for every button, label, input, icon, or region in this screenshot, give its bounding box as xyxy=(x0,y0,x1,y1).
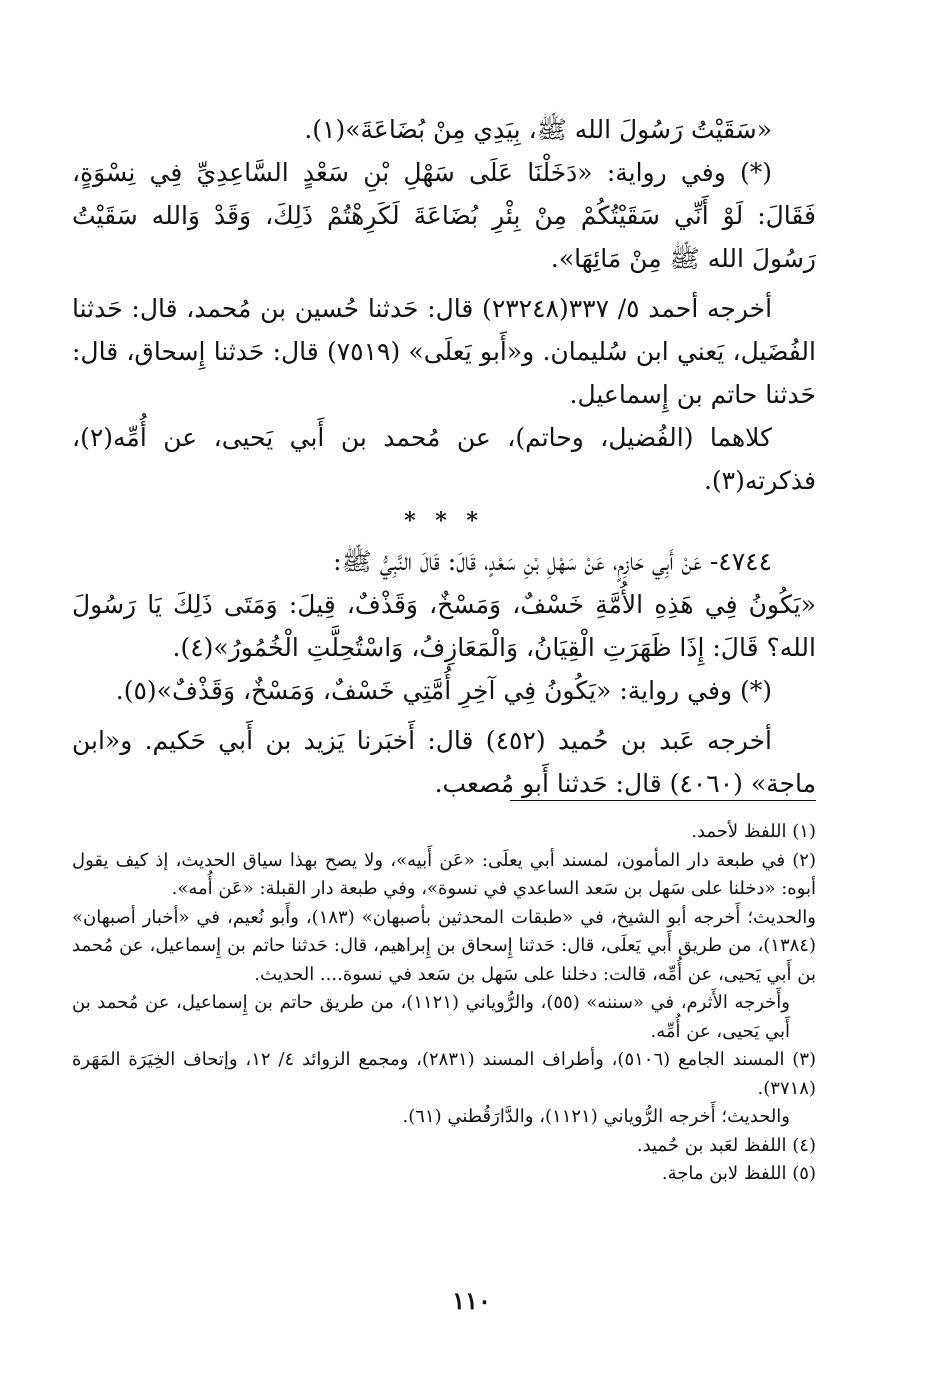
hadith-heading-4744: ٤٧٤٤- عَنْ أَبِي حَازِمٍ، عَنْ سَهْلِ بْنِ سَعْدٍ، قَالَ: قَالَ النَّبِيُّ ﷺ: xyxy=(333,547,772,576)
chain-summary: كلاهما (الفُضيل، وحاتم)، عن مُحمد بن أَبي يَحيى، عن أُمِّه(٢)، فذكرته(٣). xyxy=(72,423,816,495)
footnote-2: (٢) في طبعة دار المأمون، لمسند أبي يعلَى: «عَن أَبيه»، ولا يصح بهذا سياق الحديث، إذ كيف يقول أبوه: «دخلنا على سَهل بن سَعد الساعدي في نسوة»، وفي طبعة دار القبلة: «عَن أُمه». xyxy=(72,849,816,899)
hadith-text-2: «يَكُونُ فِي هَذِهِ الأُمَّةِ خَسْفٌ، وَمَسْخٌ، وَقَذْفٌ، قِيلَ: وَمَتَى ذَلِكَ يَا رَسُولَ الله؟ قَالَ: إِذَا ظَهَرَتِ الْقِيَانُ، وَالْمَعَازِفُ، وَاسْتُحِلَّتِ الْخُمُورُ»(٤). xyxy=(72,590,816,662)
footnote-3: (٣) المسند الجامع (٥١٠٦)، وأطراف المسند (٢٨٣١)، ومجمع الزوائد ٤/ ١٢، وإتحاف الخِيَرَة المَهَرة (٣٧١٨). xyxy=(72,1049,817,1099)
footnotes xyxy=(72,818,816,1189)
footnote-divider xyxy=(510,800,816,801)
variant-narration-1: (*) وفي رواية: «دَخَلْنَا عَلَى سَهْلِ بْنِ سَعْدٍ السَّاعِدِيِّ فِي نِسْوَةٍ، فَقَالَ: لَوْ أَنِّي سَقَيْتُكُمْ مِنْ بِئْرِ بُضَاعَةَ لَكَرِهْتُمْ ذَلِكَ، وَقَدْ وَالله سَقَيْتُ رَسُولَ الله ﷺ مِنْ مَائِهَا». xyxy=(72,158,816,273)
footnote-3-continued: والحديث؛ أَخرجه الرُّوياني (١١٢١)، والدَّارَقُطني (٦١). xyxy=(402,1106,790,1127)
hadith-text-1: «سَقَيْتُ رَسُولَ الله ﷺ، بِيَدِي مِنْ بُضَاعَةَ»(١). xyxy=(304,115,772,144)
section-separator: * * * xyxy=(404,508,484,534)
footnote-1: (١) اللفظ لأحمد. xyxy=(691,821,816,842)
main-text xyxy=(72,108,816,805)
variant-narration-2: (*) وفي رواية: «يَكُونُ فِي آخِرِ أُمَّتِي خَسْفٌ، وَمَسْخٌ، وَقَذْفٌ»(٥). xyxy=(115,676,772,705)
takhrij-paragraph-1: أخرجه أحمد ٥/ ٣٣٧(٢٣٢٤٨) قال: حَدثنا حُسين بن مُحمد، قال: حَدثنا الفُضَيل، يَعني ابن سُليمان. و«أَبو يَعلَى» (٧٥١٩) قال: حَدثنا إِسحاق، قال: حَدثنا حاتم بن إِسماعيل. xyxy=(72,294,816,409)
footnote-2-continued-2: وأَخرجه الأَثرم، في «سننه» (٥٥)، والرُّوياني (١١٢١)، من طريق حاتم بن إِسماعيل، عن مُحمد بن أَبي يَحيى، عن أُمِّه. xyxy=(72,992,790,1042)
page-number: ١١٠ xyxy=(452,1286,491,1315)
footnote-4: (٤) اللفظ لعَبد بن حُميد. xyxy=(636,1134,816,1156)
footnote-5: (٥) اللفظ لابن ماجة. xyxy=(661,1163,816,1184)
takhrij-paragraph-2: أخرجه عَبد بن حُميد (٤٥٢) قال: أَخبَرنا يَزيد بن أَبي حَكيم. و«ابن ماجة» (٤٠٦٠) قال: حَدثنا أَبو مُصعب. xyxy=(72,726,816,798)
footnote-2-continued: والحديث؛ أَخرجه أبو الشيخ، في «طبقات المحدثين بأصبهان» (١٨٣)، وأَبو نُعيم، في «أخبار أصبهان» (١٣٨٤)، من طريق أَبي يَعلَى، قال: حَدثنا إِسحاق بن إِبراهيم، قال: حَدثنا حاتم بن إِسماعيل، عن مُحمد بن أَبي يَحيى، عن أُمِّه، قالت: دخلنا على سَهل بن سَعد في نسوة.... الحديث. xyxy=(72,906,816,985)
